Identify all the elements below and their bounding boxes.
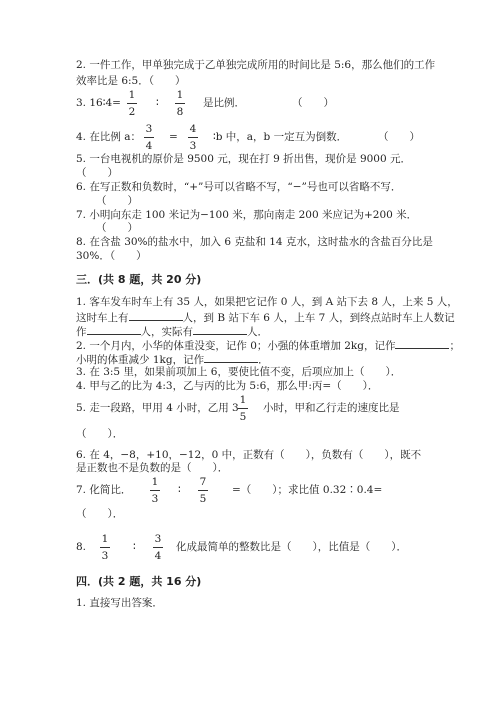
q3-fraction-2: [175, 89, 185, 118]
s4-q1: 1. 直接写出答案．: [76, 597, 163, 609]
answer-blank[interactable]: [193, 324, 247, 335]
numerator: 4: [189, 123, 197, 135]
s3-q1-line1: 1. 客车发车时车上有 35 人，如果把它记作 0 人，到 A 站下去 8 人，上来 5 人，: [76, 296, 458, 308]
denominator: 5: [239, 411, 247, 423]
s3-q8-prefix: 8.: [76, 541, 87, 553]
s3-q7-suffix: =（ ）；求比值 0.32∶0.4=: [232, 484, 383, 496]
s3-q2-line2: [76, 352, 269, 367]
q8-line2: 30%．（ ）: [76, 250, 147, 262]
q4-answer-paren: （ ）: [378, 131, 420, 143]
text: 小明的体重减少 1kg，记作: [76, 354, 205, 366]
s3-q8-fraction-1: [100, 533, 110, 562]
s3-q8-fraction-2: [153, 533, 163, 562]
q4-fraction-2: [188, 123, 198, 152]
q3-fraction-1: [127, 89, 137, 118]
s3-q7-colon: ∶: [178, 484, 181, 496]
text: 人，实际有: [140, 326, 193, 338]
q7-answer-paren: （ ）: [96, 222, 138, 234]
q8-line1: 8. 在含盐 30%的盐水中，加入 6 克盐和 14 克水，这时盐水的含盐百分比是: [76, 236, 433, 248]
numerator: 1: [239, 394, 247, 406]
answer-blank[interactable]: [204, 352, 258, 363]
denominator: 3: [101, 550, 109, 562]
text: ．: [258, 354, 269, 366]
numerator: 7: [199, 476, 207, 488]
numerator: 1: [151, 476, 159, 488]
denominator: 3: [151, 493, 159, 505]
answer-blank[interactable]: [87, 324, 141, 335]
answer-blank[interactable]: [129, 310, 183, 321]
s3-q5-prefix: 5. 走一段路，甲用 4 小时，乙用 3: [76, 402, 239, 414]
s3-q1-line3: [76, 324, 268, 339]
numerator: 3: [154, 533, 162, 545]
numerator: 1: [128, 89, 136, 101]
q3-answer-paren: （ ）: [292, 97, 334, 109]
s3-q5-suffix: 小时，甲和乙行走的速度比是: [263, 402, 400, 414]
s3-q6-line2: 是正数也不是负数的是（ ）．: [76, 462, 229, 474]
s3-q2-line1: [76, 338, 460, 353]
s3-q6-line1: 6. 在 4，−8，+10，−12，0 中，正数有（ ），负数有（ ），既不: [76, 449, 422, 461]
q2-line1: 2. 一件工作，甲单独完成于乙单独完成所用的时间比是 5:6，那么他们的工作: [76, 59, 436, 71]
s3-q8-colon: ∶: [133, 541, 136, 553]
section-4-title: 四．(共 2 题，共 16 分): [76, 575, 202, 588]
q2-line2: 效率比是 6:5．（ ）: [76, 75, 186, 87]
q4-fraction-1: [144, 123, 154, 152]
s3-q5-fraction: [238, 394, 248, 423]
answer-blank[interactable]: [395, 338, 449, 349]
s3-q5-answer-paren: （ ）．: [76, 428, 124, 440]
text: ；: [449, 340, 460, 352]
q7-line1: 7. 小明向东走 100 米记为−100 米，那向南走 200 米应记为+200 米．: [76, 209, 418, 221]
denominator: 4: [145, 140, 153, 152]
q3-colon: ∶: [156, 97, 159, 109]
q4-prefix: 4. 在比例 a：: [76, 131, 141, 143]
denominator: 2: [128, 106, 136, 118]
q5-answer-paren: （ ）: [76, 167, 118, 179]
q3-prefix: 3. 16∶4=: [76, 97, 121, 109]
s3-q7-prefix: 7. 化简比．: [76, 484, 132, 496]
s3-q7-fraction-2: [198, 476, 208, 505]
text: 人，到 B 站下车 6 人，上车 7 人，到终点站时车上人数记: [182, 312, 455, 324]
denominator: 5: [199, 493, 207, 505]
q6-line1: 6. 在写正数和负数时，“+”号可以省略不写，“−”号也可以省略不写．: [76, 181, 402, 193]
text: 人．: [247, 326, 268, 338]
denominator: 3: [189, 140, 197, 152]
q4-suffix: ∶b 中，a，b 一定互为倒数．: [213, 131, 348, 143]
q5-line1: 5. 一台电视机的原价是 9500 元，现在打 9 折出售，现价是 9000 元．: [76, 153, 412, 165]
s3-q8-suffix: 化成最简单的整数比是（ ），比值是（ ）．: [176, 541, 407, 553]
denominator: 8: [176, 106, 184, 118]
s3-q1-line2: [76, 310, 455, 325]
q6-answer-paren: （ ）: [96, 195, 138, 207]
denominator: 4: [154, 550, 162, 562]
s3-q7-fraction-1: [150, 476, 160, 505]
numerator: 1: [176, 89, 184, 101]
s3-q7-answer-paren: （ ）．: [76, 508, 124, 520]
s3-q4: 4. 甲与乙的比为 4:3，乙与丙的比为 5:6，那么甲:丙=（ ）．: [76, 380, 379, 392]
numerator: 3: [145, 123, 153, 135]
numerator: 1: [101, 533, 109, 545]
section-3-title: 三．(共 8 题，共 20 分): [76, 273, 202, 286]
q4-equals: =: [169, 131, 178, 143]
text: 这时车上有: [76, 312, 129, 324]
text: 2. 一个月内，小华的体重没变，记作 0；小强的体重增加 2kg，记作: [76, 340, 396, 352]
q3-suffix: 是比例．: [203, 97, 245, 109]
s3-q3: 3. 在 3:5 里，如果前项加上 6，要使比值不变，后项应加上（ ）．: [76, 366, 402, 378]
text: 作: [76, 326, 87, 338]
